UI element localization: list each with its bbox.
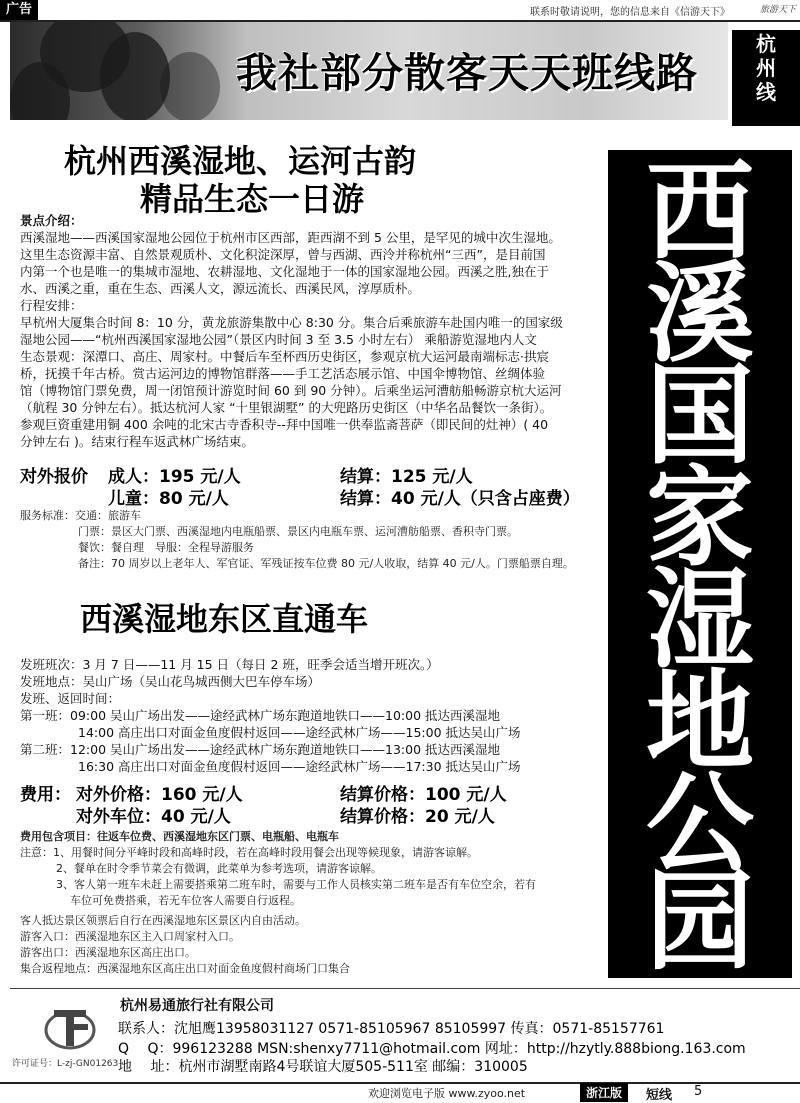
tour1-title-line2: 精品生态一日游 <box>140 180 365 218</box>
calligraphy-char: 湿 <box>645 557 754 683</box>
extra-line: 集合返程地点：西溪湿地东区高庄出口对面金鱼度假村商场门口集合 <box>20 962 350 975</box>
adult-settle-price: 结算：125 元/人 <box>340 467 473 487</box>
itinerary-line: 分钟左右 )。结束行程车返武林广场结束。 <box>20 434 254 449</box>
company-logo-icon <box>40 1004 100 1052</box>
calligraphy-char: 家 <box>645 455 754 581</box>
calligraphy-char: 西 <box>645 149 754 275</box>
calligraphy-char: 地 <box>645 659 754 785</box>
child-settle-price: 结算：40 元/人（只含占座费） <box>340 489 580 509</box>
calligraphy-panel <box>608 149 792 985</box>
fee-includes: 费用包含项目：往返车位费、西溪湿地东区门票、电瓶船、电瓶车 <box>20 830 339 843</box>
itinerary-line: 馆（博物馆门票免费，周一闭馆预计游览时间 60 到 90 分钟）。后乘坐运河漕舫船畅游京杭大运河 <box>20 383 562 398</box>
intro-line: 内第一个也是唯一的集城市湿地、农耕湿地、文化湿地于一体的国家湿地公园。西溪之胜,独在于 <box>20 264 549 279</box>
shuttle-settle-price: 结算价格：100 元/人 <box>340 785 507 805</box>
service-line: 备注：70 周岁以上老年人、军官证、军残证按车位费 80 元/人收取，结算 40 元/人。门票船票自理。 <box>78 557 574 570</box>
page-number: 5 <box>694 1084 703 1099</box>
side-tab-char: 州 <box>756 56 776 80</box>
qq-info: Q Q：996123288 MSN:shenxy7711@hotmail.com 网址：http://hzytly.888biong.163.com <box>118 1041 746 1057</box>
tour2-title: 西溪湿地东区直通车 <box>80 600 369 638</box>
edition-badge: 浙江版 <box>580 1083 628 1102</box>
company-name: 杭州易通旅行社有限公司 <box>120 998 274 1014</box>
header-logo: 旅游天下 <box>759 5 796 15</box>
calligraphy-char: 国 <box>645 353 754 479</box>
adult-price: 成人：195 元/人 <box>108 467 241 487</box>
license-number: 许可证号：L-zj-GN01263 <box>12 1059 119 1069</box>
footer-divider <box>10 988 800 989</box>
browse-link[interactable]: 欢迎浏览电子版 www.zyoo.net <box>368 1087 526 1100</box>
calligraphy-char: 溪 <box>645 251 754 377</box>
tour1-title-line1: 杭州西溪湿地、运河古韵 <box>64 142 417 180</box>
seat-price: 对外车位：40 元/人 <box>76 807 231 827</box>
calligraphy-char: 公 <box>645 761 754 887</box>
itinerary-line: 桥，抚摸千年古桥。赏古运河边的博物馆群落——手工艺活态展示馆、中国伞博物馆、丝绸体验 <box>20 366 546 381</box>
note-line: 车位可免费搭乘，若无车位客人需要自行返程。 <box>70 894 301 907</box>
intro-label: 景点介绍： <box>20 213 83 228</box>
itinerary-label: 行程安排： <box>20 298 83 313</box>
note-line: 注意：1、用餐时间分平峰时段和高峰时段，若在高峰时段用餐会出现等候现象，请游客谅解。 <box>20 846 478 859</box>
header-note: 联系时敬请说明，您的信息来自《信游天下》 <box>530 7 730 18</box>
seat-settle-price: 结算价格：20 元/人 <box>340 807 495 827</box>
ad-tag: 广告 <box>0 0 38 20</box>
section-name: 短线 <box>646 1088 673 1103</box>
itinerary-line: 早杭州大厦集合时间 8：10 分，黄龙旅游集散中心 8:30 分。集合后乘旅游车赴国内唯一的国家级 <box>20 315 563 330</box>
extra-line: 游客出口：西溪湿地东区高庄出口。 <box>20 946 196 959</box>
intro-line: 水、西溪之重，重在生态、西溪人文，源远流长、西溪民风，淳厚质朴。 <box>20 281 421 296</box>
side-tab-char: 杭 <box>756 32 776 56</box>
side-tab-char: 线 <box>756 80 776 104</box>
calligraphy-char: 园 <box>645 859 754 985</box>
intro-line: 这里生态资源丰富、自然景观质朴、文化积淀深厚，曾与西湖、西泠并称杭州“三西”，是目前国 <box>20 247 546 262</box>
shuttle-line: 发班班次：3 月 7 日——11 月 15 日（每日 2 班，旺季会适当增开班次。） <box>20 657 439 672</box>
shuttle-line: 发班、返回时间： <box>20 691 121 706</box>
itinerary-line: （航程 30 分钟左右）。抵达杭河人家 “十里银湖墅” 的大兜路历史街区（中华名品餐饮一条街）。 <box>20 400 553 415</box>
service-line: 门票：景区大门票、西溪湿地内电瓶船票、景区内电瓶车票、运河漕舫船票、香积寺门票。 <box>78 525 518 538</box>
banner-title: 我社部分散客天天班线路 <box>236 49 698 97</box>
fee-label: 费用： <box>20 785 71 805</box>
itinerary-line: 生态景观：深潭口、高庄、周家村。中餐后车至杯西历史街区，参观京杭大运河最南端标志·拱宸 <box>20 349 549 364</box>
note-line: 3、客人第一班车未赶上需要搭乘第二班车时，需要与工作人员核实第二班车是否有车位空余，若有 <box>56 878 536 891</box>
shuttle-line: 发班地点：吴山广场（吴山花鸟城西侧大巴车停车场） <box>20 674 321 689</box>
shuttle-line: 14:00 高庄出口对面金鱼度假村返回——途经武林广场——15:00 抵达吴山广场 <box>78 725 521 740</box>
shuttle-price: 对外价格：160 元/人 <box>76 785 243 805</box>
service-line: 服务标准：交通：旅游车 <box>20 509 141 522</box>
shuttle-line: 第二班：12:00 吴山广场出发——途经武林广场东跑道地铁口——13:00 抵达西溪湿地 <box>20 742 500 757</box>
shuttle-line: 16:30 高庄出口对面金鱼度假村返回——途经武林广场——17:30 抵达吴山广场 <box>78 759 521 774</box>
extra-line: 客人抵达景区领票后自行在西溪湿地东区景区内自由活动。 <box>20 914 306 927</box>
child-price: 儿童：80 元/人 <box>108 489 229 509</box>
itinerary-line: 湿地公园——“杭州西溪国家湿地公园”（景区内时间 3 至 3.5 小时左右） 乘船游览湿地内人文 <box>20 332 537 347</box>
note-line: 2、餐单在时令季节菜会有微调，此菜单为参考选项，请游客谅解。 <box>56 862 382 875</box>
extra-line: 游客入口：西溪湿地东区主入口周家村入口。 <box>20 930 240 943</box>
service-line: 餐饮：餐自理 导服：全程导游服务 <box>78 541 254 554</box>
intro-line: 西溪湿地——西溪国家湿地公园位于杭州市区西部，距西湖不到 5 公里，是罕见的城中次生湿地。 <box>20 230 561 245</box>
pricing-label: 对外报价 <box>20 467 88 487</box>
address-info: 地 址：杭州市湖墅南路4号联谊大厦505-511室 邮编：310005 <box>118 1059 528 1075</box>
side-tab-hangzhou-line <box>732 30 800 126</box>
itinerary-line: 参观巨资重建用铜 400 余吨的北宋古寺香积寺--拜中国唯一供奉监斋菩萨（即民间的灶神）( 40 <box>20 417 549 432</box>
contact-info: 联系人：沈旭鹰13958031127 0571-85105967 85105997 传真：0571-85157761 <box>118 1021 665 1037</box>
shuttle-line: 第一班：09:00 吴山广场出发——途经武林广场东跑道地铁口——10:00 抵达西溪湿地 <box>20 708 500 723</box>
